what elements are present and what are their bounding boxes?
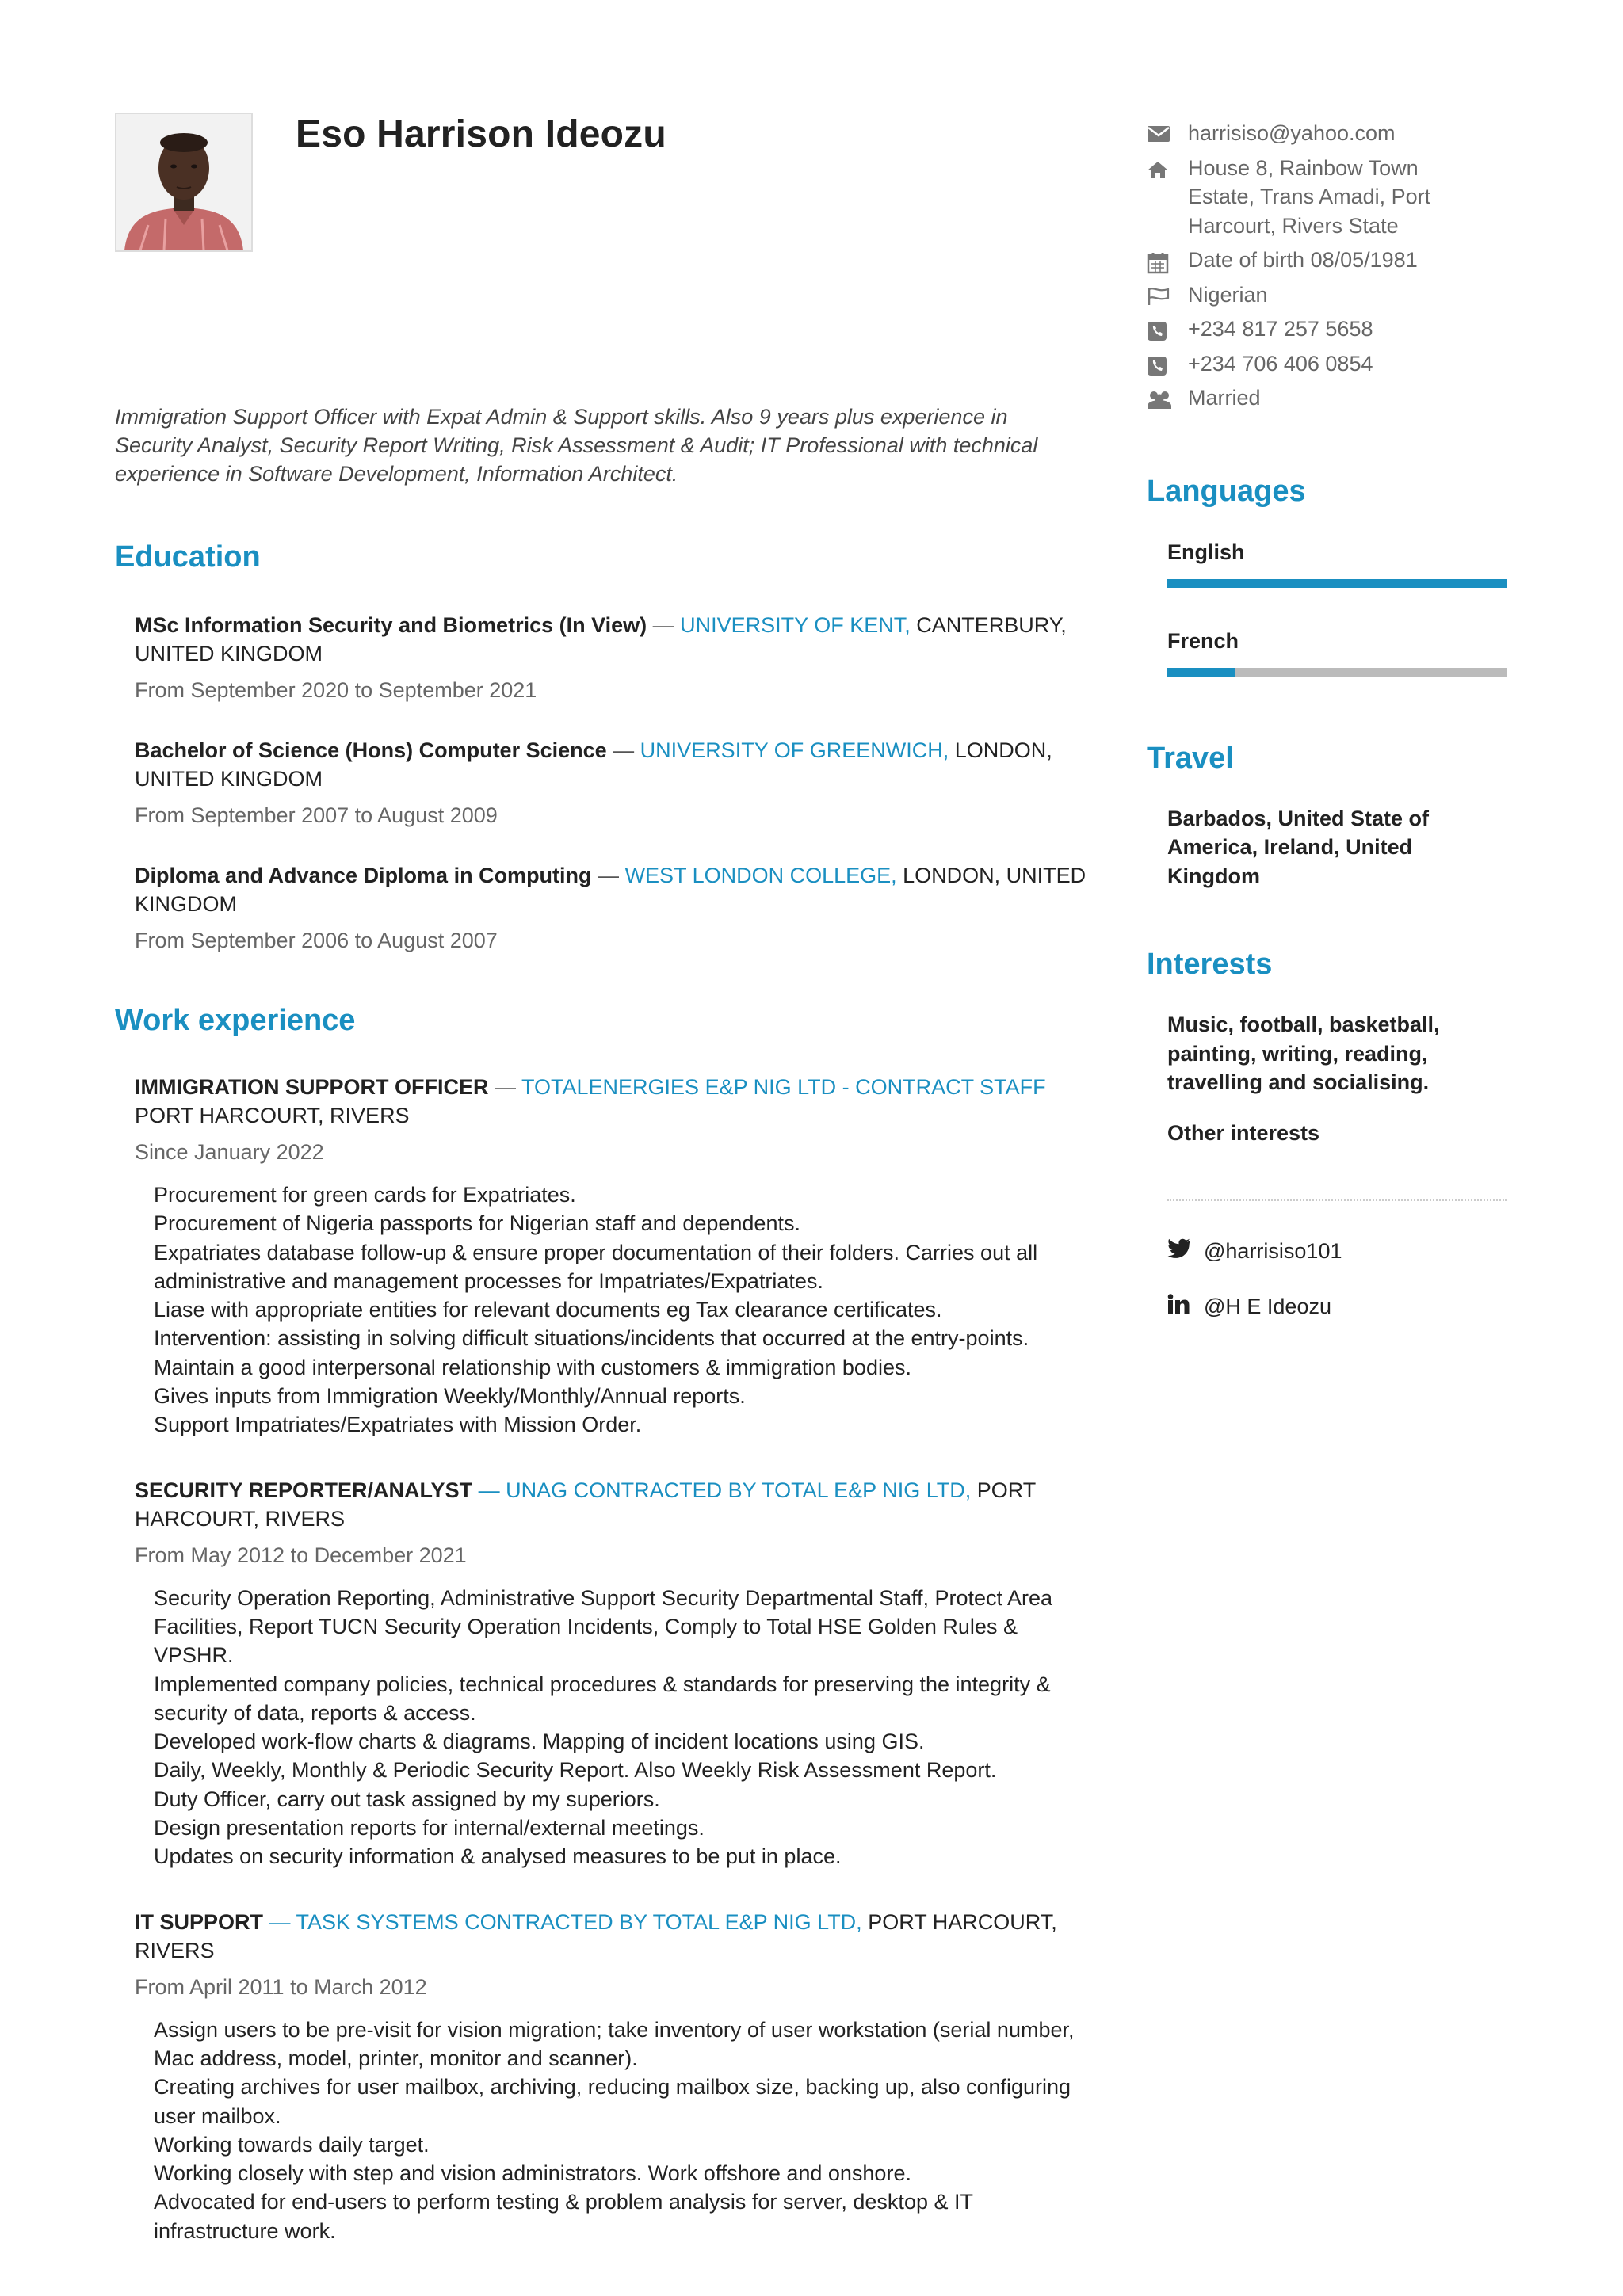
school-name: UNIVERSITY OF KENT, [680, 613, 911, 637]
duty-item: Creating archives for user mailbox, archiving, reducing mailbox size, backing up, also configuring user mailbox. [154, 2075, 1071, 2128]
work-dates: From May 2012 to December 2021 [135, 1543, 467, 1567]
education-entry [135, 611, 1098, 704]
degree-title: MSc Information Security and Biometrics (In View) [135, 613, 647, 637]
phone-icon [1147, 349, 1188, 376]
contact-text: Married [1188, 386, 1261, 410]
job-duties [154, 2016, 1081, 2245]
school-location: CANTERBURY, UNITED KINGDOM [135, 613, 1067, 666]
sidebar-column [1147, 119, 1511, 1322]
work-entry [135, 1476, 1098, 1871]
languages-heading: Languages [1147, 474, 1306, 508]
duty-item: Advocated for end-users to perform testing & problem analysis for server, desktop & IT infrastructure work. [154, 2190, 973, 2243]
separator: — [263, 1909, 296, 1934]
twitter-handle: @harrisiso101 [1204, 1239, 1342, 1263]
language-level-fill [1167, 668, 1235, 677]
duty-item: Support Impatriates/Expatriates with Mission Order. [154, 1413, 642, 1437]
degree-title: Bachelor of Science (Hons) Computer Science [135, 738, 607, 762]
education-dates: From September 2006 to August 2007 [135, 929, 498, 952]
duty-item: Implemented company policies, technical procedures & standards for preserving the integrity & security of data, reports & access. [154, 1672, 1051, 1725]
job-title: IMMIGRATION SUPPORT OFFICER [135, 1075, 489, 1099]
language-item [1167, 540, 1511, 588]
contact-phone [1147, 349, 1511, 379]
language-level-bar [1167, 668, 1507, 677]
company-name: TOTALENERGIES E&P NIG LTD - CONTRACT STAFF [521, 1075, 1046, 1099]
work-entry [135, 1073, 1098, 1440]
candidate-name: Eso Harrison Ideozu [296, 113, 666, 155]
language-name: French [1167, 628, 1239, 653]
duty-item: Procurement for green cards for Expatriates. [154, 1183, 576, 1207]
duty-item: Developed work-flow charts & diagrams. Mapping of incident locations using GIS. [154, 1730, 925, 1754]
education-entry-heading [135, 611, 1098, 668]
separator: — [647, 613, 681, 637]
school-location: LONDON, UNITED KINGDOM [135, 864, 1086, 916]
work-entry-heading [135, 1908, 1098, 1965]
language-name: English [1167, 540, 1245, 564]
separator: — [606, 738, 640, 762]
social-twitter[interactable] [1167, 1238, 1511, 1266]
contact-nationality [1147, 280, 1511, 310]
duty-item: Daily, Weekly, Monthly & Periodic Security Report. Also Weekly Risk Assessment Report. [154, 1758, 997, 1783]
work-dates: From April 2011 to March 2012 [135, 1974, 427, 1999]
linkedin-icon [1167, 1294, 1204, 1320]
duty-item: Duty Officer, carry out task assigned by my superiors. [154, 1787, 660, 1811]
home-icon [1147, 154, 1188, 179]
job-duties [154, 1180, 1081, 1440]
linkedin-handle: @H E Ideozu [1204, 1295, 1331, 1318]
duty-item: Intervention: assisting in solving difficult situations/incidents that occurred at the entry-points. [154, 1326, 1029, 1351]
social-links [1167, 1238, 1511, 1322]
separator: — [591, 864, 625, 887]
social-linkedin[interactable] [1167, 1293, 1511, 1322]
duty-item: Working closely with step and vision administrators. Work offshore and onshore. [154, 2161, 911, 2186]
language-level-bar [1167, 579, 1507, 588]
travel-countries: Barbados, United State of America, Ireland, United Kingdom [1167, 806, 1430, 888]
duty-item: Expatriates database follow-up & ensure proper documentation of their folders. Carries out all administrative and management processes for Impatriates/Expatriates. [154, 1240, 1038, 1293]
contact-birthdate [1147, 246, 1511, 275]
contact-email [1147, 119, 1511, 148]
work-entry-heading [135, 1073, 1098, 1130]
duty-item: Assign users to be pre-visit for vision migration; take inventory of user workstation (serial number, Mac address, model, printer, monitor and scanner). [154, 2017, 1075, 2070]
contact-marital-status [1147, 383, 1511, 413]
interests-text: Music, football, basketball, painting, writing, reading, travelling and socialising. [1167, 1013, 1440, 1094]
duty-item: Updates on security information & analysed measures to be put in place. [154, 1844, 842, 1869]
separator: — [488, 1075, 522, 1099]
contact-text[interactable]: +234 706 406 0854 [1188, 351, 1373, 376]
job-location: PORT HARCOURT, RIVERS [135, 1478, 1036, 1531]
divider [1167, 1199, 1507, 1201]
company-name: TASK SYSTEMS CONTRACTED BY TOTAL E&P NIG LTD, [296, 1909, 862, 1934]
envelope-icon [1147, 119, 1188, 143]
work-entry-heading [135, 1476, 1098, 1533]
education-entry [135, 736, 1098, 830]
resume-header [115, 113, 1098, 255]
school-name: UNIVERSITY OF GREENWICH, [640, 738, 949, 762]
job-duties [154, 1584, 1081, 1871]
contact-text[interactable]: +234 817 257 5658 [1188, 317, 1373, 341]
work-entry [135, 1908, 1098, 2245]
contact-text: House 8, Rainbow Town Estate, Trans Amadi, Port Harcourt, Rivers State [1188, 155, 1431, 238]
contact-text: Date of birth 08/05/1981 [1188, 248, 1418, 272]
education-entry-heading [135, 861, 1098, 918]
language-level-fill [1167, 579, 1507, 588]
travel-heading: Travel [1147, 741, 1234, 775]
contact-address [1147, 154, 1511, 241]
main-column [115, 113, 1098, 2245]
company-name: UNAG CONTRACTED BY TOTAL E&P NIG LTD, [506, 1478, 972, 1502]
duty-item: Liase with appropriate entities for relevant documents eg Tax clearance certificates. [154, 1298, 942, 1322]
education-dates: From September 2020 to September 2021 [135, 678, 537, 702]
education-heading: Education [115, 540, 261, 574]
education-entry-heading [135, 736, 1098, 793]
duty-item: Security Operation Reporting, Administrative Support Security Departmental Staff, Protect Area Facilities, Report TUCN Security Operation Incidents, Comply to Total HSE Golden Rules & VPSHR. [154, 1585, 1053, 1668]
calendar-icon [1147, 246, 1188, 274]
education-entry [135, 861, 1098, 955]
users-icon [1147, 383, 1188, 409]
job-location: PORT HARCOURT, RIVERS [135, 1909, 1057, 1962]
flag-icon [1147, 280, 1188, 306]
contact-phone [1147, 315, 1511, 344]
phone-icon [1147, 315, 1188, 341]
profile-summary: Immigration Support Officer with Expat Admin & Support skills. Also 9 years plus experience in Security Analyst, Security Report Writing, Risk Assessment & Audit; IT Professional with technical experience in Software Development, Information Architect. [115, 405, 1038, 486]
job-title: IT SUPPORT [135, 1909, 264, 1934]
duty-item: Procurement of Nigeria passports for Nigerian staff and dependents. [154, 1211, 800, 1236]
separator: — [472, 1478, 506, 1502]
school-location: LONDON, UNITED KINGDOM [135, 738, 1052, 791]
twitter-icon [1167, 1238, 1204, 1264]
job-title: SECURITY REPORTER/ANALYST [135, 1478, 473, 1502]
contact-text: Nigerian [1188, 282, 1268, 307]
job-location: PORT HARCOURT, RIVERS [135, 1104, 410, 1127]
duty-item: Maintain a good interpersonal relationship with customers & immigration bodies. [154, 1355, 911, 1379]
degree-title: Diploma and Advance Diploma in Computing [135, 864, 592, 887]
education-dates: From September 2007 to August 2009 [135, 803, 498, 827]
school-name: WEST LONDON COLLEGE, [624, 864, 897, 887]
work-dates: Since January 2022 [135, 1140, 324, 1164]
work-experience-heading: Work experience [115, 1004, 356, 1037]
contact-list [1147, 119, 1511, 413]
duty-item: Gives inputs from Immigration Weekly/Monthly/Annual reports. [154, 1384, 746, 1409]
duty-item: Working towards daily target. [154, 2132, 430, 2157]
contact-text[interactable]: harrisiso@yahoo.com [1188, 121, 1396, 145]
duty-item: Design presentation reports for internal/external meetings. [154, 1816, 705, 1840]
interests-heading: Interests [1147, 948, 1273, 981]
language-item [1167, 629, 1511, 677]
other-interests-label: Other interests [1167, 1120, 1320, 1145]
profile-photo [115, 113, 253, 252]
